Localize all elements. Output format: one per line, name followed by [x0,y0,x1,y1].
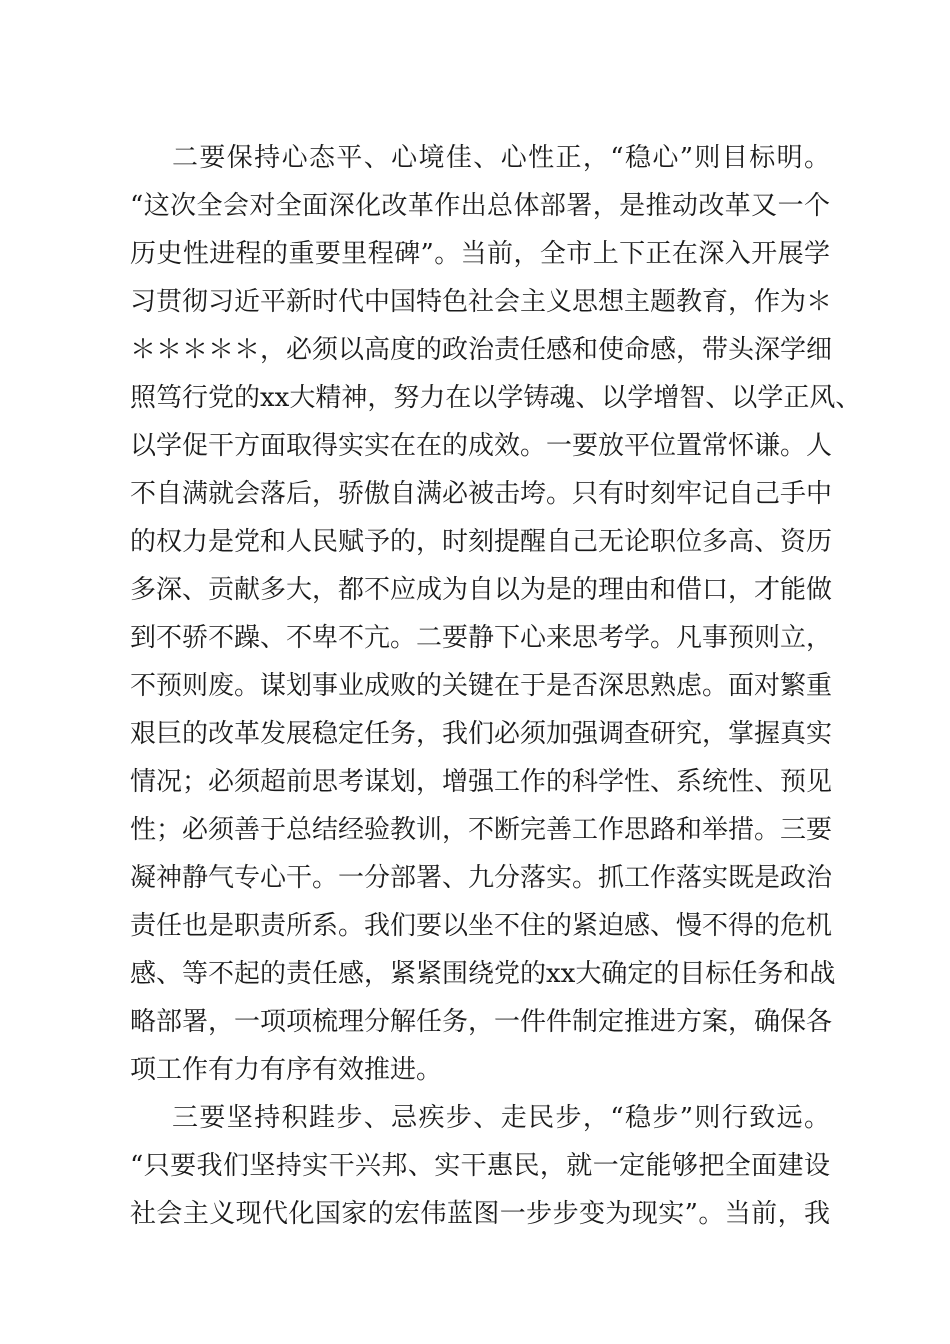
paragraph-line: 二要保持心态平、心境佳、心性正，“稳心”则目标明。 [172,143,830,173]
paragraph-line: 项工作有力有序有效推进。 [130,1055,443,1085]
paragraph-line: 多深、贡献多大，都不应成为自以为是的理由和借口，才能做 [130,575,833,605]
paragraph-line: “只要我们坚持实干兴邦、实干惠民，就一定能够把全面建设 [130,1151,830,1181]
paragraph-line: 责任也是职责所系。我们要以坐不住的紧迫感、慢不得的危机 [130,911,833,941]
paragraph-line: 到不骄不躁、不卑不亢。二要静下心来思考学。凡事预则立， [130,623,833,653]
paragraph-line: 习贯彻习近平新时代中国特色社会主义思想主题教育，作为＊ [130,287,833,317]
paragraph-line: 的权力是党和人民赋予的，时刻提醒自己无论职位多高、资历 [130,527,833,557]
paragraph-line: 略部署，一项项梳理分解任务，一件件制定推进方案，确保各 [130,1007,833,1037]
paragraph-line: 三要坚持积跬步、忌疾步、走民步，“稳步”则行致远。 [172,1103,830,1133]
paragraph-line: “这次全会对全面深化改革作出总体部署，是推动改革又一个 [130,191,830,221]
paragraph-line: 凝神静气专心干。一分部署、九分落实。抓工作落实既是政治 [130,863,833,893]
paragraph-line: 不预则废。谋划事业成败的关键在于是否深思熟虑。面对繁重 [130,671,833,701]
paragraph-line: 社会主义现代化国家的宏伟蓝图一步步变为现实”。当前，我 [130,1199,830,1229]
paragraph-line: 性；必须善于总结经验教训，不断完善工作思路和举措。三要 [130,815,833,845]
paragraph-line: 情况；必须超前思考谋划，增强工作的科学性、系统性、预见 [130,767,833,797]
paragraph-line: 历史性进程的重要里程碑”。当前，全市上下正在深入开展学 [130,239,830,269]
paragraph-line: 不自满就会落后，骄傲自满必被击垮。只有时刻牢记自己手中 [130,479,833,509]
paragraph-line: ＊＊＊＊＊，必须以高度的政治责任感和使命感，带头深学细 [130,335,833,365]
paragraph-line: 艰巨的改革发展稳定任务，我们必须加强调查研究，掌握真实 [130,719,833,749]
paragraph-line: 以学促干方面取得实实在在的成效。一要放平位置常怀谦。人 [130,431,833,461]
paragraph-line: 照笃行党的xx大精神，努力在以学铸魂、以学增智、以学正风、 [130,383,862,413]
paragraph-line: 感、等不起的责任感，紧紧围绕党的xx大确定的目标任务和战 [130,959,836,989]
